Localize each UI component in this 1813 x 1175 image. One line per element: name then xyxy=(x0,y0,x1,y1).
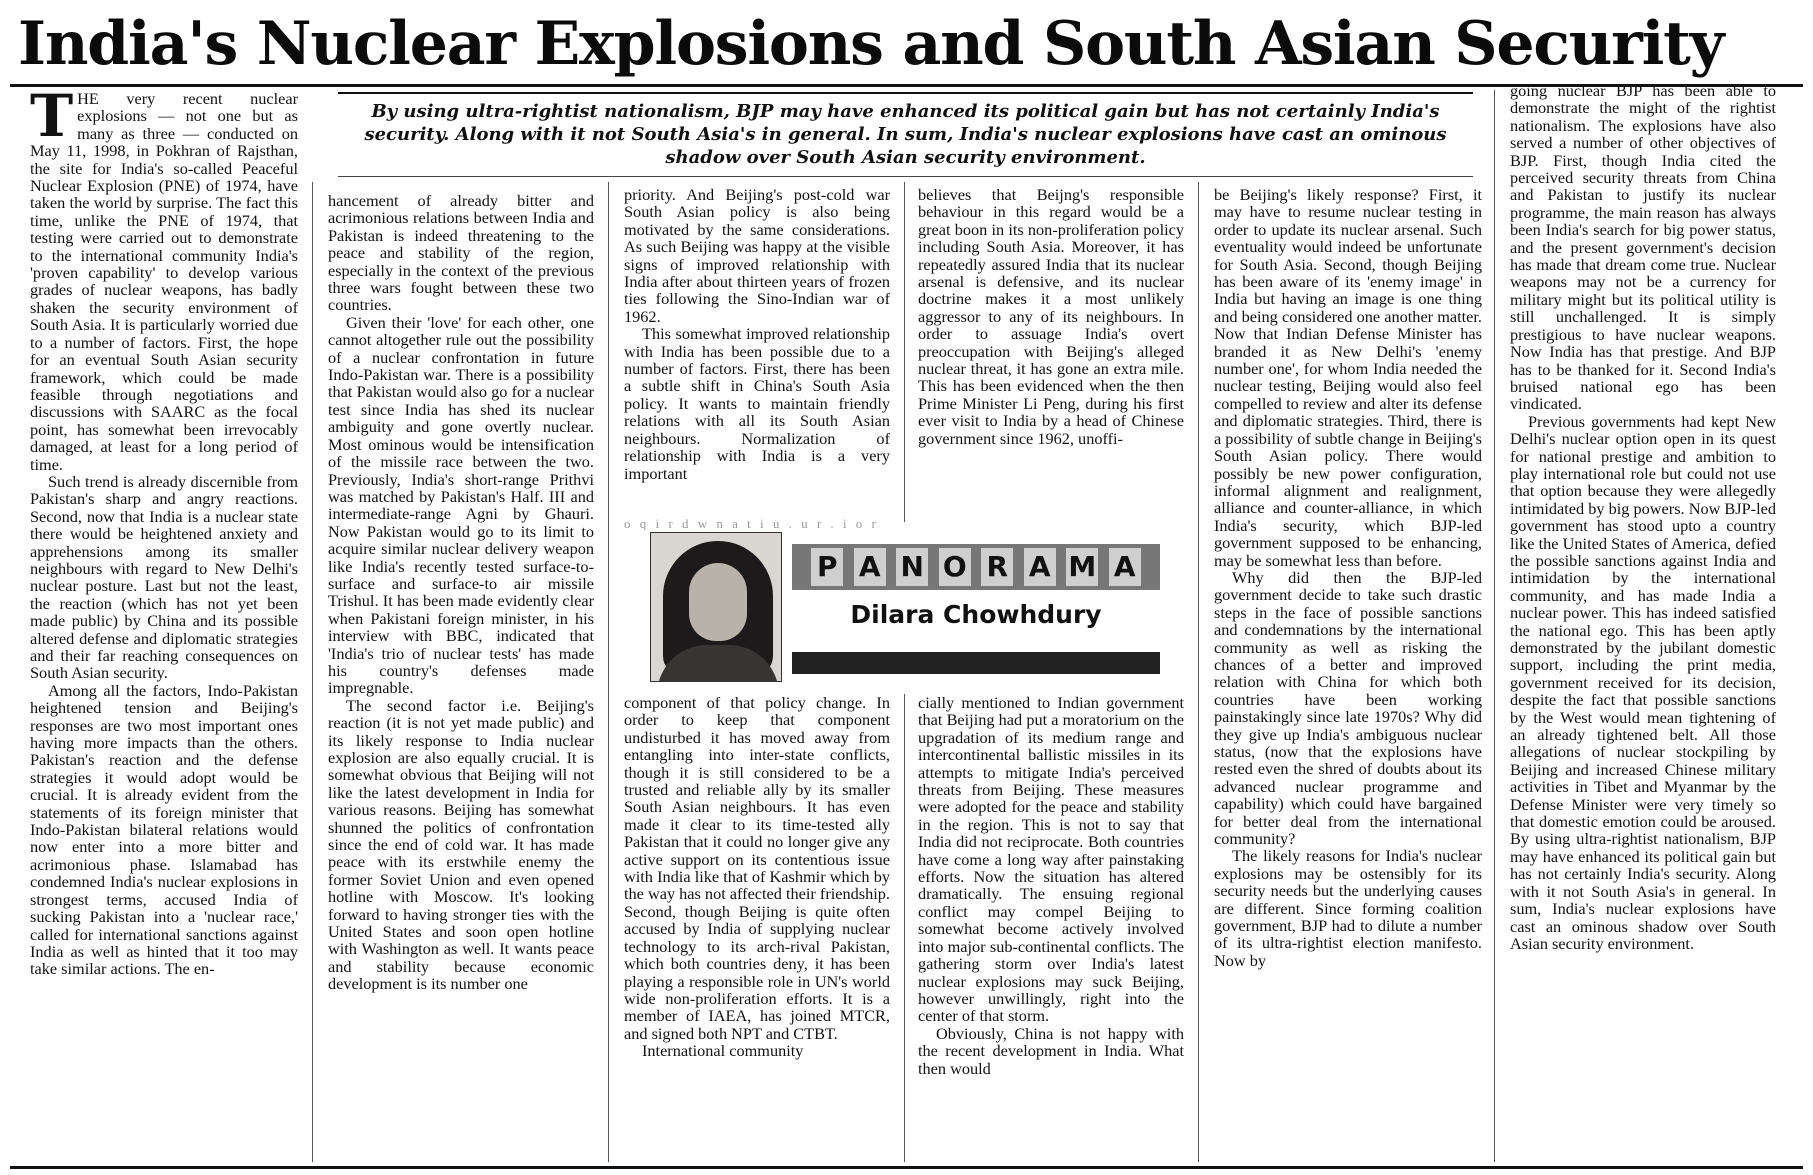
panorama-letter: A xyxy=(854,548,886,586)
author-byline: Dilara Chowhdury xyxy=(850,600,1102,629)
paragraph: Previous governments had kept New Delhi's nuclear option open in its quest for national prestige and ambition to play international role but could not use that option because they were allegedly intimidated by big powers. Now BJP-led government has stood upto a country like the United States of America, defied the possible sanctions against India and intimidation by the international community, and has made India a nuclear power. This has indeed satisfied the national ego. This has been aptly demonstrated by the jubilant domestic support, including the print media, government received for its decision, despite the fact that possible sanctions by the West would mean tightening of an already tightened belt. All those allegations of nuclear stockpiling by Beijing and increased Chinese military activities in Tibet and Myanmar by the Defense Minister were very timely so that domestic emotion could be aroused. By using ultra-rightist nationalism, BJP may have enhanced its political gain but has not certainly India's security. Along with it not South Asia's in general. In sum, India's nuclear explosions have cast an ominous shadow over South Asian security environment. xyxy=(1510,411,1776,953)
paragraph: Given their 'love' for each other, one cannot altogether rule out the possibility of a nuclear confrontation in future Indo-Pakistan war. There is a possibility that Pakistan would also go for a nuclear test since India has shed its nuclear ambiguity and gone overtly nuclear. Most ominous would be intensification of the missile race between the two. Previously, India's short-range Prithvi was matched by Pakistan's Half. III and intermediate-range Agni by Ghauri. Now Pakistan would go to its limit to acquire similar nuclear delivery weapon like India's recently tested surface-to-surface and surface-to air missile Trishul. It has been made evidently clear when Pakistani foreign minister, in his interview with BBC, indicated that 'India's trio of nuclear tests' has made his country's defenses made impregnable. xyxy=(328,312,594,698)
column-divider xyxy=(312,182,313,1162)
paragraph: cially mentioned to Indian government that Beijing had put a moratorium on the upgradation of its medium range and intercontinental ballistic missiles in its attempts to mitigate India's perceived threats from Beijing. These measures were adopted for the peace and stability in the region. This is not to say that India did not reciprocate. Both countries have come a long way after painstaking efforts. Now the situation has altered dramatically. The ensuing regional conflict may compel Beijing to somewhat become actively involved into major sub-continental conflicts. The gathering storm over India's latest nuclear explosions may suck Beijing, however unwillingly, right into the center of that storm. xyxy=(918,694,1184,1026)
column-divider xyxy=(1494,90,1495,1162)
paragraph: Among all the factors, Indo-Pakistan heightened tension and Beijing's responses are two most important ones having more impacts than the others. Pakistan's reaction and the defense strategies it would adopt would be crucial. It is already evident from the statements of its foreign minister that Indo-Pakistan bilateral relations would now enter into a more bitter and acrimonious phase. Islamabad has condemned India's nuclear explosions in strongest terms, accused India of sucking Pakistan into a 'nuclear race,' called for international sanctions against India as well as hinted that it too may take similar actions. The en- xyxy=(30,680,298,979)
drop-cap: T xyxy=(30,90,74,150)
faint-text-line: o q i r d w n a t i u . u r . i o r xyxy=(624,516,879,530)
paragraph: The second factor i.e. Beijing's reaction (it is not yet made public) and its likely response to India nuclear explosion are also equally crucial. It is somewhat obvious that Beijing will not like the latest development in India for various reasons. Beijing has somewhat shunned the politics of confrontation since the end of cold war. It has made peace with its erstwhile enemy the former Soviet Union and even opened hotline with Moscow. It's looking forward to having stronger ties with the United States and soon open hotline with Washington as well. It wants peace and stability because economic development is its number one xyxy=(328,695,594,994)
paragraph: The likely reasons for India's nuclear explosions may be ostensibly for its security needs but the underlying causes are different. Since forming coalition government, BJP had to dilute a number of its ultra-rightist election manifesto. Now by xyxy=(1214,846,1482,970)
paragraph: component of that policy change. In order to keep that component undisturbed it has moved away from entangling into inter-state conflicts, though it is still considered to be a trusted and reliable ally by its smaller South Asian neighbours. It has even made it clear to its time-tested ally Pakistan that it could no longer give any active support on its contentious issue with India like that of Kashmir which by the way has not affected their friendship. Second, though Beijing is quite often accused by India of supplying nuclear technology to its arch-rival Pakistan, which both countries deny, it has been playing a responsible role in UN's world wide non-proliferation efforts. It is a member of IAEA, has joined MTCR, and signed both NPT and CTBT. xyxy=(624,694,890,1043)
headline: India's Nuclear Explosions and South Asian Security xyxy=(18,9,1724,79)
paragraph: Why did then the BJP-led government decide to take such drastic steps in the face of possible sanctions and condemnations by the international community as well as risking the chances of a better and improved relation with China for which both countries have been working painstakingly since late 1970s? Why did they give up India's ambiguous nuclear status, (now that the explosions have rested even the shred of doubts about its advanced nuclear programme and capability) which could have bargained for better deal from the international community? xyxy=(1214,567,1482,849)
paragraph: HE very recent nuclear explosions — not one but as many as three — conducted on May 11, 1998, in Pokhran of Rajsthan, the site for India's so-called Peaceful Nuclear Explosion (PNE) of 1974, have taken the world by surprise. The fact this time, unlike the PNE of 1974, that testing were carried out to demonstrate to the international community India's 'proven capability' to develop various grades of nuclear weapons, has badly shaken the security environment of South Asia. It is particularly worried due to a number of factors. First, the hope for an eventual South Asian security framework, which could be made feasible through negotiations and discussions with SAARC as the focal point, has somewhat been irrevocably damaged, at least for a long period of time. xyxy=(30,90,298,474)
panorama-letter: R xyxy=(981,548,1013,586)
bottom-rule xyxy=(10,1166,1803,1169)
deck-rule xyxy=(338,176,1473,177)
paragraph: priority. And Beijing's post-cold war South Asian policy is also being motivated by the same considerations. As such Beijing was happy at the visible signs of improved relationship with India after about thirteen years of frozen ties following the Sino-Indian war of 1962. xyxy=(624,186,890,326)
panorama-letter: A xyxy=(1109,548,1141,586)
deck: By using ultra-rightist nationalism, BJP may have enhanced its political gain but has not certainly India's security. Along with it not South Asia's in general. In sum, India's nuclear explosions have cast an ominous shadow over South Asian security environment. xyxy=(338,92,1473,172)
panorama-letter: A xyxy=(1024,548,1056,586)
paragraph: Obviously, China is not happy with the recent development in India. What then would xyxy=(918,1023,1184,1078)
panorama-letter: N xyxy=(896,548,928,586)
panorama-bar xyxy=(792,652,1160,674)
paragraph: hancement of already bitter and acrimonious relations between India and Pakistan is indeed threatening to the peace and stability of the region, especially in the context of the previous three wars fought between these two countries. xyxy=(328,192,594,315)
panorama-box xyxy=(650,532,1162,682)
column-divider xyxy=(1198,182,1199,1162)
paragraph: be Beijing's likely response? First, it may have to resume nuclear testing in order to update its nuclear arsenal. Such eventuality would indeed be unfortunate for South Asia. Second, though Beijing has been aware of its 'enemy image' in India but having an image is one thing and being considered one another matter. Now that Indian Defense Minister has branded it as New Delhi's 'enemy number one', for whom India needed the nuclear testing, Beijing would also feel compelled to review and alter its defense and diplomatic strategies. Third, there is a possibility of subtle change in Beijing's South Asian policy. There would possibly be new power configuration, informal alignment and realignment, alliance and counter-alliance, in which India's security, which BJP-led government supposed to be enhancing, may be somewhat less than before. xyxy=(1214,186,1482,570)
column-6 xyxy=(1510,82,1776,1162)
paragraph: believes that Beijng's responsible behaviour in this regard would be a great boon in its non-proliferation policy including South Asia. Moreover, it has repeatedly assured India that its nuclear arsenal is defensive, and its nuclear doctrine makes it a most unlikely aggressor to any of its neighbours. In order to assuage India's overt preoccupation with Beijing's alleged nuclear threat, it has gone an extra mile. This has been evidenced when the then Prime Minister Li Peng, during his first ever visit to India by a head of Chinese government since 1962, unoffi- xyxy=(918,186,1184,448)
column-5 xyxy=(1214,186,1482,1162)
panorama-letter: M xyxy=(1066,548,1098,586)
photo-face xyxy=(689,563,747,641)
column-divider xyxy=(608,182,609,1162)
paragraph: Such trend is already discernible from Pakistan's sharp and angry reactions. Second, now that India is a nuclear state there would be heightened anxiety and apprehensions among its smaller neighbours with regard to New Delhi's nuclear posture. Last but not the least, the reaction (which has not yet been made public) by China and its possible altered defense and diplomatic strategies and their far reaching consequences on South Asian security. xyxy=(30,471,298,683)
author-photo xyxy=(650,532,782,682)
panorama-letter: P xyxy=(811,548,843,586)
paragraph: This somewhat improved relationship with India has been possible due to a number of factors. First, there has been a subtle shift in China's South Asia policy. It wants to maintain friendly relations with all its South Asian neighbours. Normalization of relationship with India is a very important xyxy=(624,324,890,483)
paragraph: going nuclear BJP has been able to demonstrate the might of the rightist nationalism. The explosions have also served a number of other objectives of BJP. First, though India cited the perceived security threats from China and Pakistan to justify its nuclear programme, the main reason has always been India's search for big power status, and the present government's decision has made that dream come true. Nuclear weapons may not be a currency for military might but its political utility is still unchallenged. It is simply prestigious to have nuclear weapons. Now India has that prestige. And BJP has to be thanked for it. Second India's bruised national ego has been vindicated. xyxy=(1510,82,1776,414)
column-4-bottom xyxy=(918,694,1184,1162)
column-3-top xyxy=(624,186,890,514)
column-3-bottom xyxy=(624,694,890,1162)
panorama-banner xyxy=(792,544,1160,590)
panorama-letter: O xyxy=(939,548,971,586)
column-2 xyxy=(328,192,594,1162)
column-divider xyxy=(904,182,905,522)
column-1 xyxy=(30,90,298,1162)
paragraph: International community xyxy=(642,1041,804,1061)
column-4-top xyxy=(918,186,1184,526)
column-divider xyxy=(904,694,905,1162)
